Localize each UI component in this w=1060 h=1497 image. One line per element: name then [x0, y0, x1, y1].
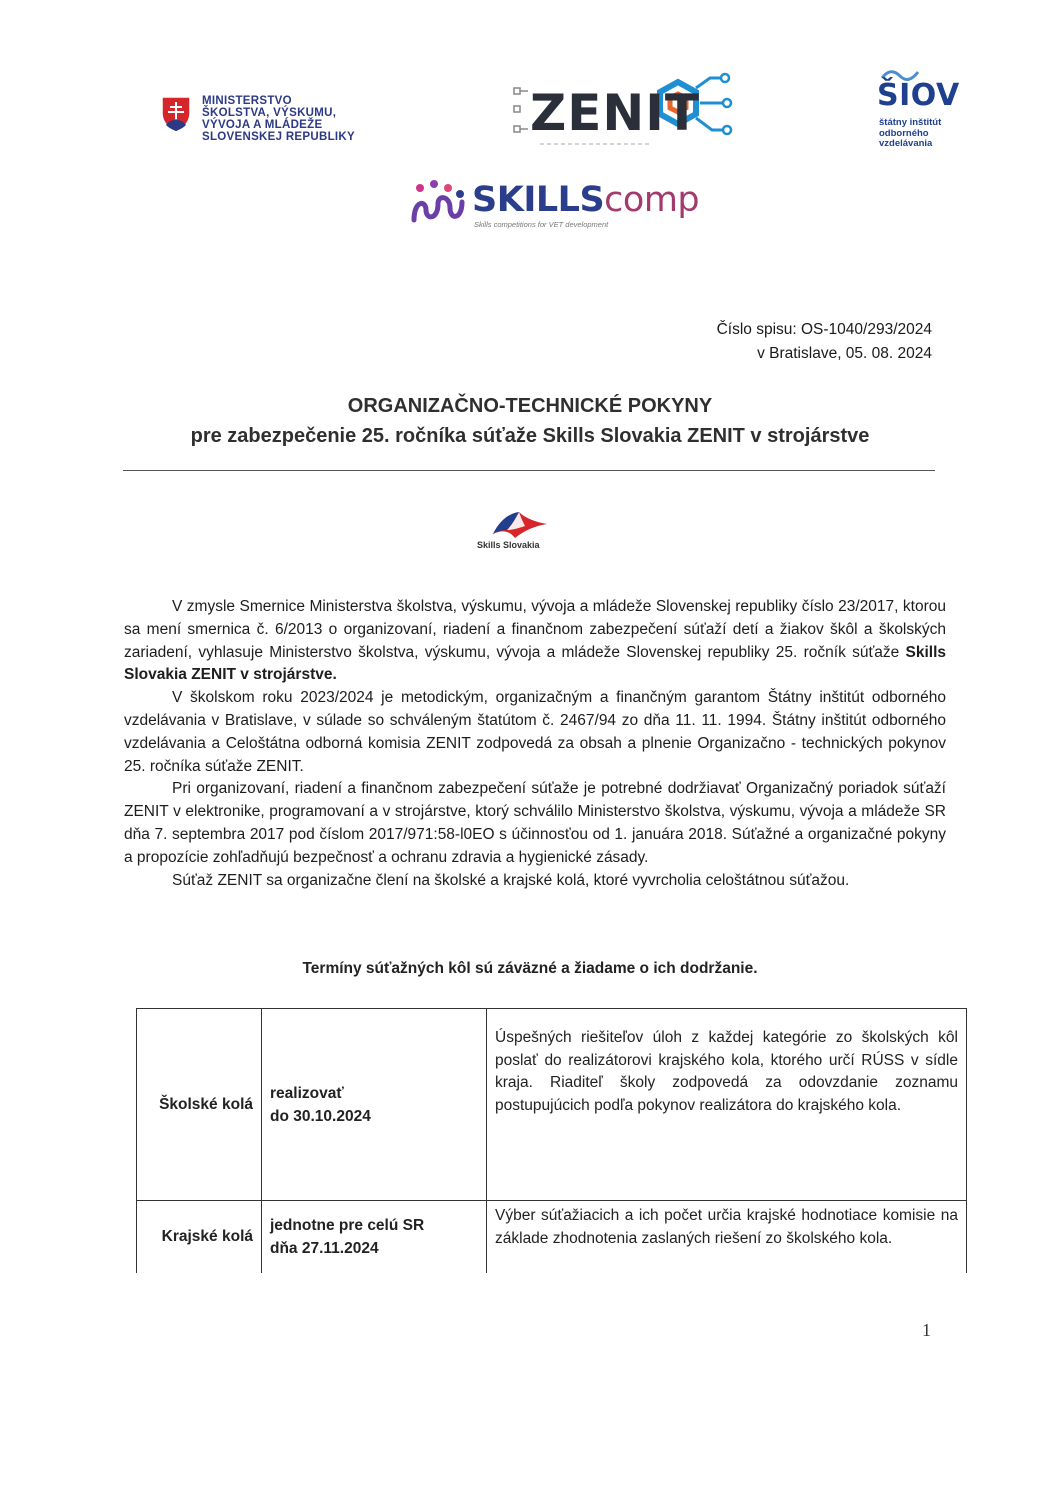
slovak-coat-of-arms-icon	[160, 95, 192, 133]
round-name: Krajské kolá	[137, 1201, 262, 1274]
flag-icon	[485, 508, 555, 540]
paragraph: Súťaž ZENIT sa organizačne člení na školské a krajské kolá, ktoré vyvrcholia celoštátnou súťažou.	[172, 871, 850, 889]
notice: Termíny súťažných kôl sú záväzné a žiadame o ich dodržanie.	[302, 960, 758, 977]
page-number: 1	[922, 1320, 931, 1340]
round-date: realizovať do 30.10.2024	[262, 1009, 487, 1201]
ministry-name: MINISTERSTVO ŠKOLSTVA, VÝSKUMU, VÝVOJA A MLÁDEŽE SLOVENSKEJ REPUBLIKY	[202, 95, 355, 143]
paragraph: V zmysle Smernice Ministerstva školstva, výskumu, vývoja a mládeže Slovenskej republiky číslo 23/2017, ktorou sa mení smernica č. 6/2013 o organizovaní, riadení a finančnom zabezpečení súťaží detí a žiakov škôl a školských zariadení, vyhlasuje Ministerstvo školstva, výskumu, vývoja a mládeže Slovenskej republiky 25. ročník súťaže Skills Slovakia ZENIT v strojárstve.	[124, 598, 946, 684]
rounds-table	[136, 1008, 967, 1273]
siov-logo: ŠIOV štátny inštitút odborného vzdelávania	[872, 68, 982, 158]
body-text	[124, 596, 946, 892]
skillscomp-logo: SKILLScomp Skills competitions for VET development	[410, 178, 660, 233]
zenit-logo: ZENIT	[510, 70, 735, 155]
skills-slovakia-logo: Skills Slovakia	[475, 508, 565, 556]
paragraph: Pri organizovaní, riadení a finančnom zabezpečení súťaže je potrebné dodržiavať Organizačný poriadok súťaží ZENIT v elektronike, programovaní a v strojárstve, ktorý schválilo Ministerstvo školstva, výskumu, vývoja a mládeže SR dňa 7. septembra 2017 pod číslom 2017/971:58-l0EO s účinnosťou od 1. januára 2018. Súťažné a organizačné pokyny a propozície zohľadňujú bezpečnosť a ochranu zdravia a hygienické zásady.	[124, 780, 946, 866]
round-note: Výber súťažiacich a ich počet určia krajské hodnotiace komisie na základe zhodnotenia zaslaných riešení zo školského kola.	[487, 1201, 967, 1274]
round-note: Úspešných riešiteľov úloh z každej kategórie zo školských kôl poslať do realizátorovi krajského kola, ktorého určí RÚSS v sídle kraja. Riaditeľ školy zodpovedá za odovzdanie zoznamu postupujúcich podľa pokynov realizátora do krajského kola.	[487, 1009, 967, 1201]
round-date: jednotne pre celú SR dňa 27.11.2024	[262, 1201, 487, 1274]
title-divider	[123, 470, 935, 471]
people-icon	[410, 180, 468, 225]
table-row	[137, 1009, 967, 1201]
round-name: Školské kolá	[137, 1009, 262, 1201]
page-subtitle: pre zabezpečenie 25. ročníka súťaže Skills Slovakia ZENIT v strojárstve	[190, 425, 870, 447]
paragraph: V školskom roku 2023/2024 je metodickým, organizačným a finančným garantom Štátny inštitút odborného vzdelávania v Bratislave, v súlade so schváleným štatútom č. 2467/94 zo dňa 11. 11. 1994. Štátny inštitút odborného vzdelávania a Celoštátna odborná komisia ZENIT zodpovedá za obsah a plnenie Organizačno - technických pokynov 25. ročníka súťaže ZENIT.	[124, 689, 946, 775]
ministry-logo	[160, 95, 380, 155]
place-date: v Bratislave, 05. 08. 2024	[757, 345, 932, 362]
file-number: Číslo spisu: OS-1040/293/2024	[716, 321, 932, 338]
table-row	[137, 1201, 967, 1274]
page-title: ORGANIZAČNO-TECHNICKÉ POKYNY	[347, 395, 713, 417]
document-meta	[717, 318, 932, 366]
